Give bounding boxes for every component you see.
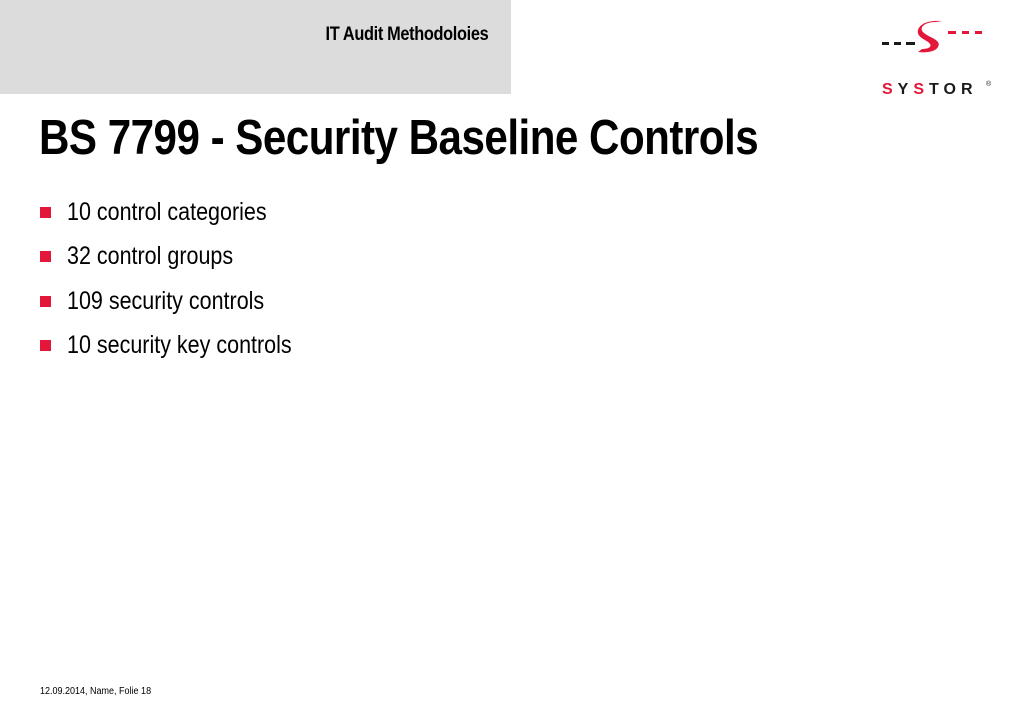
svg-text:SYSTOR: SYSTOR (882, 81, 978, 98)
square-bullet-icon (40, 296, 51, 307)
square-bullet-icon (40, 251, 51, 262)
bullet-text: 109 security controls (67, 286, 265, 315)
presentation-title: IT Audit Methodoloies (325, 24, 488, 45)
header-banner (0, 0, 511, 94)
systor-logo (878, 14, 996, 98)
square-bullet-icon (40, 340, 51, 351)
bullet-text: 10 control categories (67, 197, 267, 226)
bullet-text: 10 security key controls (67, 331, 292, 360)
svg-text:®: ® (986, 81, 992, 88)
square-bullet-icon (40, 207, 51, 218)
bullet-list (40, 190, 328, 368)
bullet-text: 32 control groups (67, 242, 234, 271)
list-item (40, 324, 328, 369)
slide-title: BS 7799 - Security Baseline Controls (39, 111, 759, 165)
list-item (40, 279, 328, 324)
list-item (40, 190, 328, 235)
logo-letter-s1: S (882, 81, 898, 98)
slide-footer: 12.09.2014, Name, Folie 18 (40, 686, 152, 697)
list-item (40, 235, 328, 280)
